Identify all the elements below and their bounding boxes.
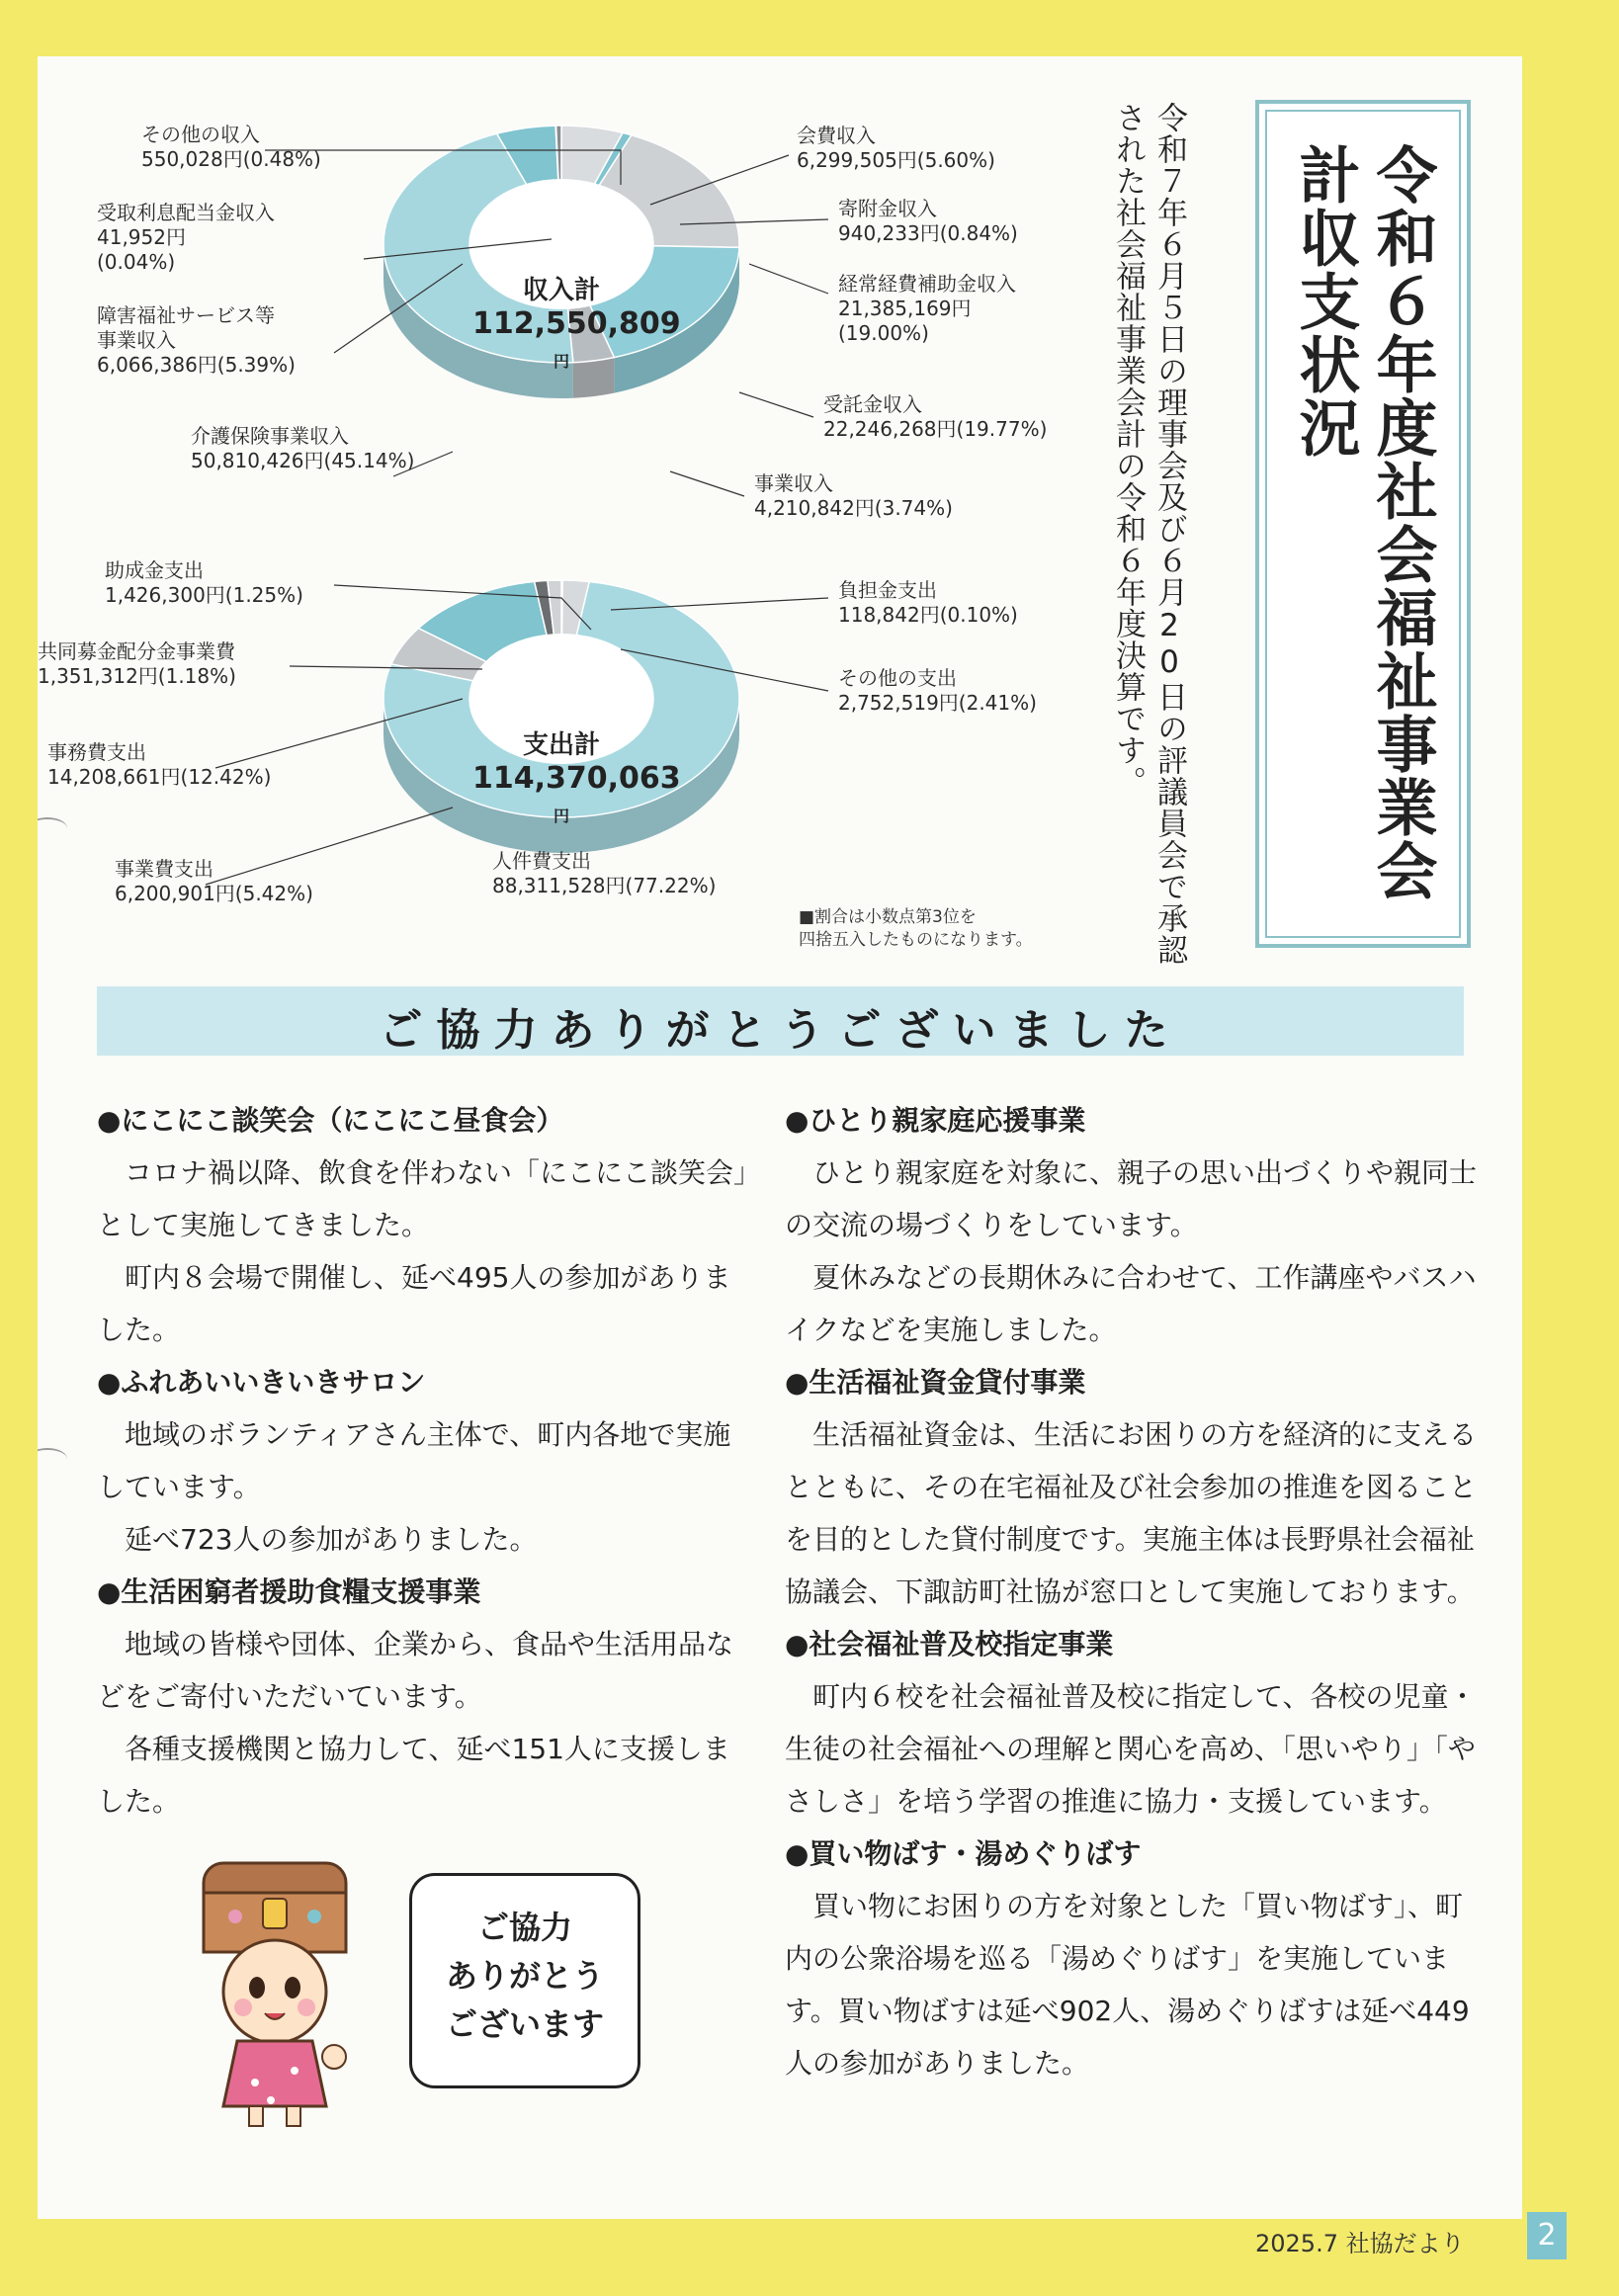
title-box xyxy=(1255,100,1471,948)
thanks-banner xyxy=(97,986,1464,1056)
income-label-interest: 受取利息配当金収入 41,952円 (0.04%) xyxy=(97,201,275,274)
expense-center-label: 支出計 xyxy=(522,730,600,760)
section-paragraph: 生活福祉資金は、生活にお困りの方を経済的に支えるとともに、その在宅福祉及び社会参加の推進を図ることを目的とした貸付制度です。実施主体は長野県社会福祉協議会、下諏訪町社協が窓口として実施しております。 xyxy=(785,1418,1478,1608)
section-title: ●生活福祉資金貸付事業 xyxy=(785,1366,1086,1399)
income-label-commission: 受託金収入 22,246,268円(19.77%) xyxy=(823,392,1048,441)
section-paragraph: 地域のボランティアさん主体で、町内各地で実施しています。 xyxy=(97,1418,731,1503)
mascot-character xyxy=(176,1853,374,2130)
expense-center-value: 114,370,063 xyxy=(472,761,681,796)
section-title: ●買い物ばす・湯めぐりばす xyxy=(785,1837,1142,1870)
leader-line xyxy=(364,239,552,259)
section-title: ●社会福祉普及校指定事業 xyxy=(785,1628,1114,1660)
income-center-unit: 円 xyxy=(553,352,569,371)
section-paragraph: 夏休みなどの長期休みに合わせて、工作講座やバスハイクなどを実施しました。 xyxy=(785,1261,1477,1346)
rounding-note: ■割合は小数点第3位を 四捨五入したものになります。 xyxy=(799,907,1033,950)
section-paragraph: 地域の皆様や団体、企業から、食品や生活用品などをご寄付いただいています。 xyxy=(97,1628,734,1713)
section-paragraph: 町内８会場で開催し、延べ495人の参加がありました。 xyxy=(97,1261,731,1346)
leader-line xyxy=(334,585,591,630)
income-label-other: その他の収入 550,028円(0.48%) xyxy=(141,123,321,171)
banner-text: ご協力ありがとうございました xyxy=(379,1005,1182,1056)
income-center xyxy=(472,274,681,379)
right-column xyxy=(785,1094,1477,2089)
page xyxy=(38,56,1522,2219)
section-paragraph: ひとり親家庭を対象に、親子の思い出づくりや親同士の交流の場づくりをしています。 xyxy=(785,1156,1478,1241)
section-paragraph: 各種支援機関と協力して、延べ151人に支援しました。 xyxy=(97,1733,730,1818)
speech-bubble-text: ご協力 ありがとう ございます xyxy=(445,1909,604,2043)
left-column xyxy=(97,1094,749,1828)
section-title: ●にこにこ談笑会（にこにこ昼食会） xyxy=(97,1104,564,1137)
section-paragraph: コロナ禍以降、飲食を伴わない「にこにこ談笑会」として実施してきました。 xyxy=(97,1156,748,1241)
income-label-subsidy: 経常経費補助金収入 21,385,169円 (19.00%) xyxy=(838,272,1016,345)
binder-mark xyxy=(38,1448,67,1470)
section-title: ●ふれあいいきいきサロン xyxy=(97,1366,426,1399)
expense-label-personnel: 人件費支出 88,311,528円(77.22%) xyxy=(492,849,717,897)
leader-line xyxy=(611,598,828,610)
expense-label-burden: 負担金支出 118,842円(0.10%) xyxy=(838,578,1018,627)
page-number: 2 xyxy=(1527,2212,1567,2259)
section-paragraph: 買い物にお困りの方を対象とした「買い物ばす」、町内の公衆浴場を巡る「湯めぐりばす」を実施しています。買い物ばすは延べ902人、湯めぐりばすは延べ449人の参加がありました。 xyxy=(785,1890,1470,2080)
section-paragraph: 延べ723人の参加がありました。 xyxy=(125,1523,538,1556)
income-center-value: 112,550,809 xyxy=(472,306,681,341)
leader-line xyxy=(670,471,744,496)
expense-center xyxy=(472,728,681,833)
income-label-disability: 障害福祉サービス等 事業収入 6,066,386円(5.39%) xyxy=(97,303,296,377)
speech-bubble xyxy=(409,1873,640,2088)
income-label-donation: 寄附金収入 940,233円(0.84%) xyxy=(838,197,1018,245)
income-center-label: 収入計 xyxy=(522,276,600,305)
subtitle: 令和７年６月５日の理事会及び６月20日の評議員会で承認された社会福祉事業会計の令和６年度決算です。 xyxy=(1110,102,1187,966)
income-label-care: 介護保険事業収入 50,810,426円(45.14%) xyxy=(191,424,415,472)
leader-line xyxy=(621,649,828,691)
section-title: ●生活困窮者援助食糧支援事業 xyxy=(97,1575,481,1608)
expense-label-office: 事務費支出 14,208,661円(12.42%) xyxy=(47,740,272,789)
leader-line xyxy=(739,392,813,417)
binder-mark xyxy=(38,817,67,839)
expense-label-other: その他の支出 2,752,519円(2.41%) xyxy=(838,666,1037,715)
page-title: 令和６年度社会福祉事業会計収支状況 xyxy=(1289,143,1438,902)
expense-label-community-chest: 共同募金配分金事業費 1,351,312円(1.18%) xyxy=(38,639,236,688)
leader-line xyxy=(680,219,828,224)
expense-center-unit: 円 xyxy=(553,807,569,825)
section-paragraph: 町内６校を社会福祉普及校に指定して、各校の児童・生徒の社会福祉への理解と関心を高め、「思いやり」「やさしさ」を培う学習の推進に協力・支援しています。 xyxy=(785,1680,1477,1818)
leader-line xyxy=(749,264,828,294)
expense-label-project: 事業費支出 6,200,901円(5.42%) xyxy=(115,857,313,905)
leader-line xyxy=(334,264,463,353)
leader-line xyxy=(650,155,789,205)
income-label-business: 事業収入 4,210,842円(3.74%) xyxy=(754,471,953,520)
section-title: ●ひとり親家庭応援事業 xyxy=(785,1104,1086,1137)
footer-text: 2025.7 社協だより xyxy=(1255,2230,1465,2257)
leader-line xyxy=(290,666,482,669)
expense-label-grant: 助成金支出 1,426,300円(1.25%) xyxy=(105,558,303,607)
income-label-membership: 会費収入 6,299,505円(5.60%) xyxy=(797,124,995,172)
